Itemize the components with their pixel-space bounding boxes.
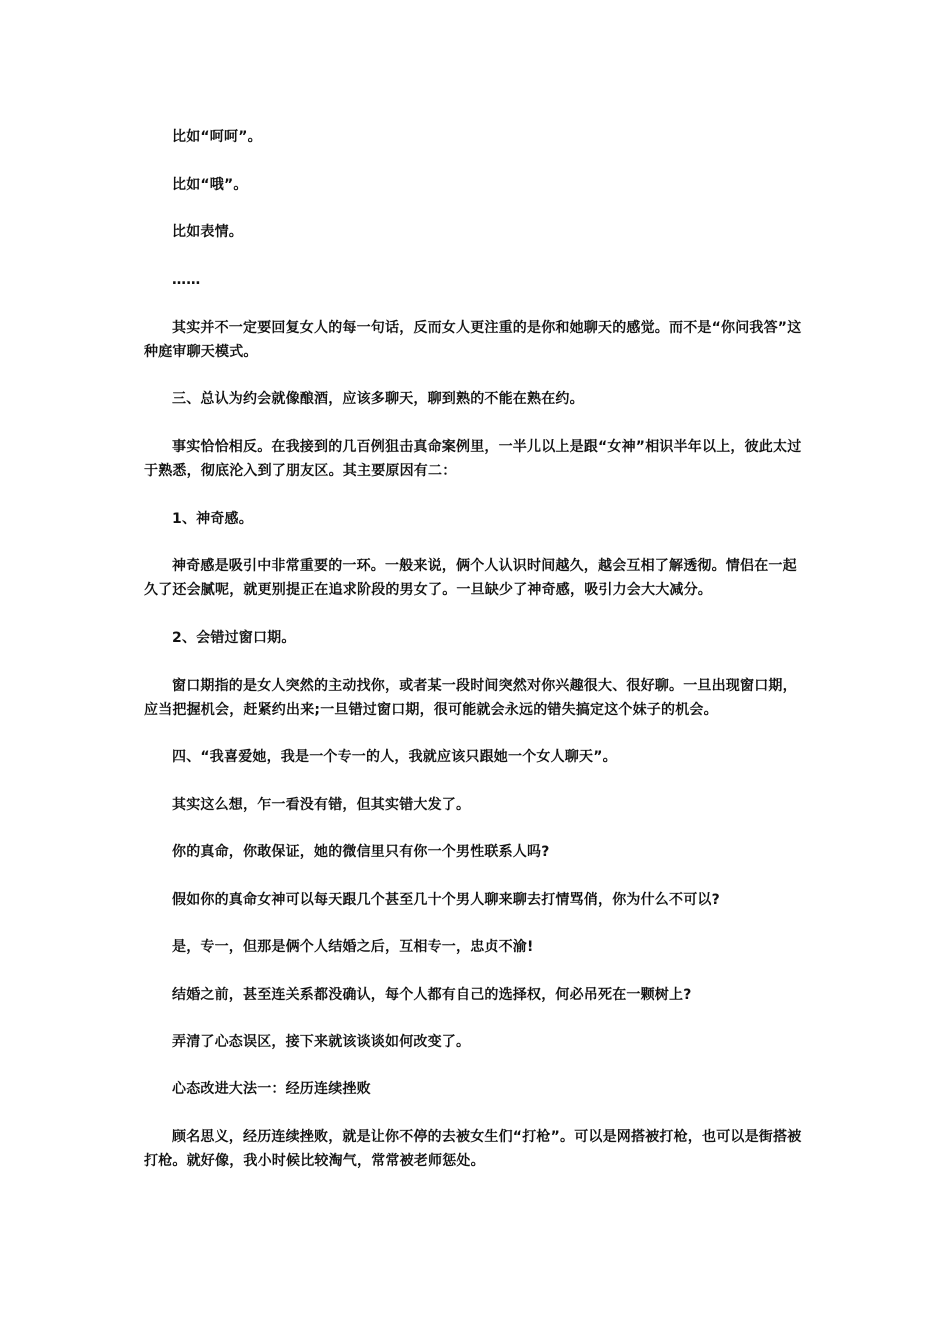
heading-section-four: 四、“我喜爱她，我是一个专一的人，我就应该只跟她一个女人聊天”。 [172, 749, 617, 765]
paragraph-example-emoji: 比如表情。 [172, 224, 243, 240]
subheading-mystery: 1、神奇感。 [172, 511, 253, 527]
paragraph-example-o: 比如“哦”。 [172, 177, 248, 193]
paragraph-wechat-question: 你的真命，你敢保证，她的微信里只有你一个男性联系人吗? [172, 844, 550, 860]
paragraph-opposite-fact: 事实恰恰相反。在我接到的几百例狙击真命案例里，一半儿以上是跟“女神”相识半年以上，彼此太过于熟悉，彻底沦入到了朋友区。其主要原因有二： [144, 439, 802, 479]
paragraph-big-mistake: 其实这么想，乍一看没有错，但其实错大发了。 [172, 797, 471, 813]
paragraph-example-hehe: 比如“呵呵”。 [172, 129, 262, 145]
paragraph-before-marriage: 结婚之前，甚至连关系都没确认，每个人都有自己的选择权，何必吊死在一颗树上? [172, 987, 692, 1003]
subheading-method-one: 心态改进大法一：经历连续挫败 [172, 1081, 371, 1097]
subheading-window-period: 2、会错过窗口期。 [172, 630, 296, 646]
paragraph-ellipsis: …… [172, 272, 201, 288]
paragraph-reply-feeling: 其实并不一定要回复女人的每一句话，反而女人更注重的是你和她聊天的感觉。而不是“你问我答”这种庭审聊天模式。 [144, 320, 802, 360]
paragraph-loyalty: 是，专一，但那是俩个人结婚之后，互相专一，忠贞不渝! [172, 939, 534, 955]
paragraph-window-period: 窗口期指的是女人突然的主动找你，或者某一段时间突然对你兴趣很大、很好聊。一旦出现窗口期，应当把握机会，赶紧约出来;一旦错过窗口期，很可能就会永远的错失搞定这个妹子的机会。 [144, 678, 797, 718]
heading-section-three: 三、总认为约会就像酿酒，应该多聊天，聊到熟的不能在熟在约。 [172, 391, 584, 407]
paragraph-next-change: 弄清了心态误区，接下来就该谈谈如何改变了。 [172, 1034, 471, 1050]
paragraph-method-one: 顾名思义，经历连续挫败，就是让你不停的去被女生们“打枪”。可以是网搭被打枪，也可以是街搭被打枪。就好像，我小时候比较淘气，常常被老师惩处。 [144, 1129, 802, 1169]
paragraph-why-not: 假如你的真命女神可以每天跟几个甚至几十个男人聊来聊去打情骂俏，你为什么不可以? [172, 892, 720, 908]
paragraph-mystery: 神奇感是吸引中非常重要的一环。一般来说，俩个人认识时间越久，越会互相了解透彻。情侣在一起久了还会腻呢，就更别提正在追求阶段的男女了。一旦缺少了神奇感，吸引力会大大减分。 [144, 558, 797, 598]
